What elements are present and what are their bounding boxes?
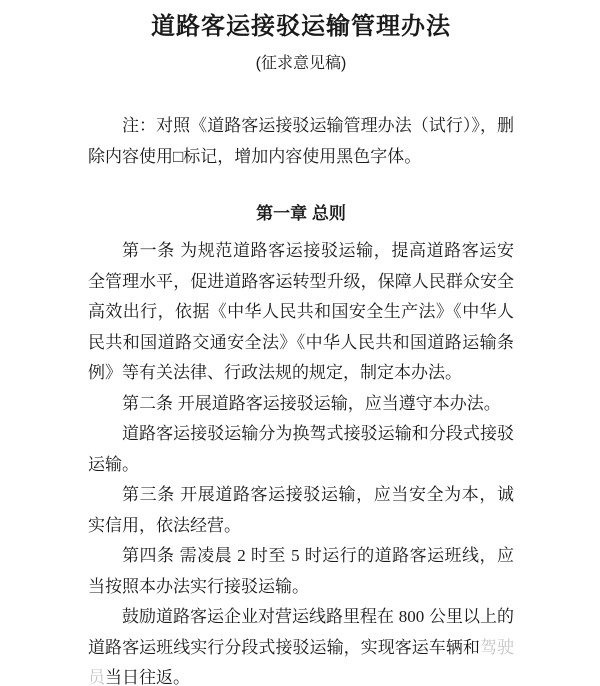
chapter-heading: 第一章 总则 bbox=[256, 204, 346, 223]
text-segment: 当日往返。 bbox=[105, 668, 190, 686]
text-segment: 鼓励道路客运企业对营运线路里程在 bbox=[122, 607, 399, 626]
body-paragraph bbox=[88, 419, 514, 480]
body-paragraph bbox=[88, 602, 514, 686]
document-subtitle: (征求意见稿) bbox=[255, 55, 347, 72]
numeral-text: 5 bbox=[291, 546, 300, 565]
document-body bbox=[88, 236, 514, 686]
text-segment: 第三条 开展道路客运接驳运输，应当安全为本，诚实信用，依法经营。 bbox=[88, 485, 514, 535]
text-segment: 第四条 需凌晨 bbox=[122, 546, 238, 565]
numeral-text: 800 bbox=[398, 607, 425, 626]
document-title: 道路客运接驳运输管理办法 bbox=[151, 13, 451, 40]
text-segment: 时至 bbox=[245, 546, 292, 565]
body-paragraph bbox=[88, 236, 514, 389]
text-segment: 第一条 为规范道路客运接驳运输，提高道路客运安全管理水平，促进道路客运转型升级，保障人民群众安全高效出行，依据《中华人民共和国安全生产法》《中华人民共和国道路交通安全法》《中华人民共和国道路运输条例》等有关法律、行政法规的规定，制定本办法。 bbox=[88, 241, 514, 382]
text-segment: 第二条 开展道路客运接驳运输，应当遵守本办法。 bbox=[122, 393, 501, 413]
body-paragraph bbox=[88, 541, 514, 602]
body-paragraph bbox=[88, 389, 514, 420]
deleted-text: 驾驶员 bbox=[88, 637, 515, 686]
text-segment: 道路客运接驳运输分为换驾式接驳运输和分段式接驳运输。 bbox=[88, 424, 514, 474]
revision-note: 注：对照《道路客运接驳运输管理办法（试行）》，删除内容使用□标记，增加内容使用黑色字体。 bbox=[88, 116, 514, 166]
text-segment: 时运行的道路客运班线，应当按照本办法实行接驳运输。 bbox=[88, 546, 514, 596]
body-paragraph bbox=[88, 480, 514, 541]
text-segment: 公里以上的道路客运班线实行分段式接驳运输，实现客运车辆和 bbox=[88, 607, 514, 657]
numeral-text: 2 bbox=[237, 546, 246, 565]
